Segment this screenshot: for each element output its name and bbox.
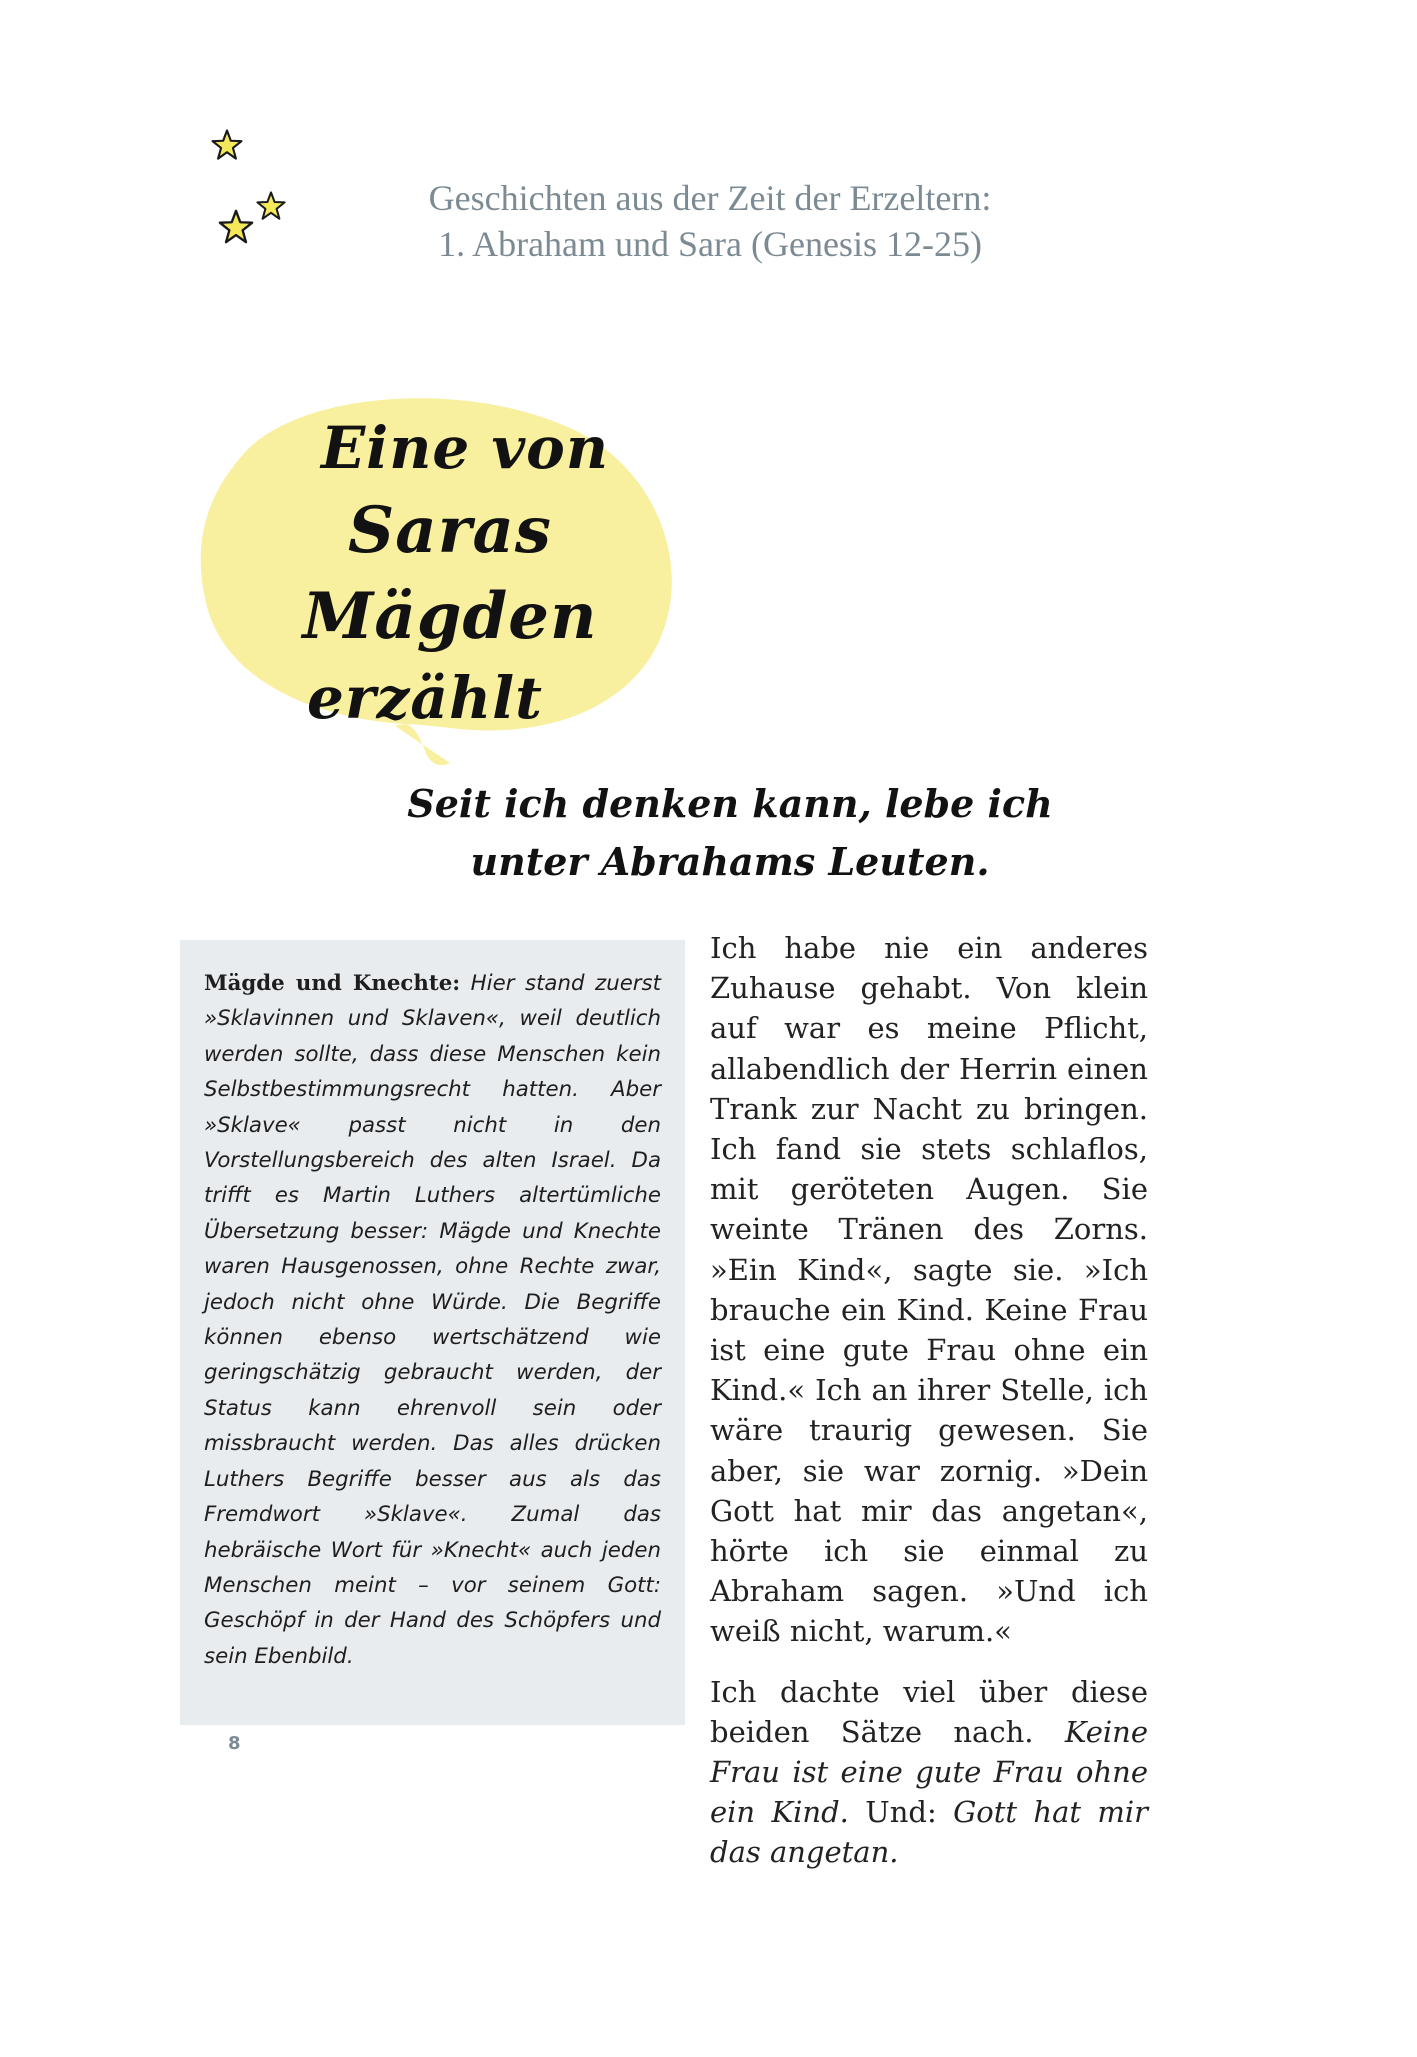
story-text bbox=[710, 928, 1148, 1873]
bubble-title bbox=[200, 408, 700, 736]
info-box-text bbox=[204, 966, 661, 1674]
info-box-body: Hier stand zuerst »Sklavinnen und Sklaven«, weil deutlich werden sollte, dass diese Menschen kein Selbstbestimmungsrecht hatten. Aber »Sklave« passt nicht in den Vorstellungsbereich des alten Israel. Da trifft es Martin Luthers altertümliche Übersetzung besser: Mägde und Knechte waren Hausgenossen, ohne Rechte zwar, jedoch nicht ohne Würde. Die Begriffe können ebenso wertschätzend wie geringschätzig gebraucht werden, der Status kann ehrenvoll sein oder missbraucht werden. Das alles drücken Luthers Begriffe besser aus als das Fremdwort »Sklave«. Zumal das hebräische Wort für »Knecht« auch jeden Menschen meint – vor seinem Gott: Geschöpf in der Hand des Schöpfers und sein Ebenbild. bbox=[204, 971, 661, 1669]
story-subtitle bbox=[400, 775, 1060, 891]
story-paragraph-1: Ich habe nie ein anderes Zuhause gehabt. Von klein auf war es meine Pflicht, allabendlich der Herrin einen Trank zur Nacht zu bringen. Ich fand sie stets schlaflos, mit geröteten Augen. Sie weinte Tränen des Zorns. »Ein Kind«, sagte sie. »Ich brauche ein Kind. Keine Frau ist eine gute Frau ohne ein Kind.« Ich an ihrer Stelle, ich wäre traurig gewesen. Sie aber, sie war zornig. »Dein Gott hat mir das angetan«, hörte ich sie einmal zu Abraham sagen. »Und ich weiß nicht, warum.« bbox=[710, 931, 1148, 1649]
star-icon bbox=[217, 208, 255, 246]
story-paragraph-2-middle: Und: bbox=[865, 1795, 937, 1830]
header-line-1: Geschichten aus der Zeit der Erzeltern: bbox=[428, 178, 992, 218]
subtitle-line-2: unter Abrahams Leuten. bbox=[470, 839, 990, 884]
star-icon bbox=[255, 190, 287, 222]
chapter-header bbox=[320, 175, 1100, 267]
info-box bbox=[180, 940, 685, 1725]
header-line-2: 1. Abraham und Sara (Genesis 12-25) bbox=[438, 224, 982, 264]
story-paragraph-2 bbox=[710, 1672, 1148, 1873]
story-quote-1: Keine Frau ist eine gute Frau ohne ein Kind. bbox=[710, 1714, 1148, 1830]
bubble-title-line-3: erzählt bbox=[307, 664, 543, 732]
page-number: 8 bbox=[228, 1733, 241, 1754]
story-quote-2: Gott hat mir das angetan. bbox=[710, 1795, 1149, 1870]
story-paragraph-2-start: Ich dachte viel über diese beiden Sätze nach. bbox=[710, 1674, 1148, 1749]
subtitle-line-1: Seit ich denken kann, lebe ich bbox=[407, 781, 1053, 826]
stars-decoration bbox=[200, 120, 310, 260]
bubble-title-line-1: Eine von bbox=[320, 414, 610, 482]
info-box-term: Mägde und Knechte: bbox=[204, 971, 461, 996]
bubble-title-line-2: Saras Mägden bbox=[302, 493, 598, 654]
star-icon bbox=[210, 128, 244, 162]
